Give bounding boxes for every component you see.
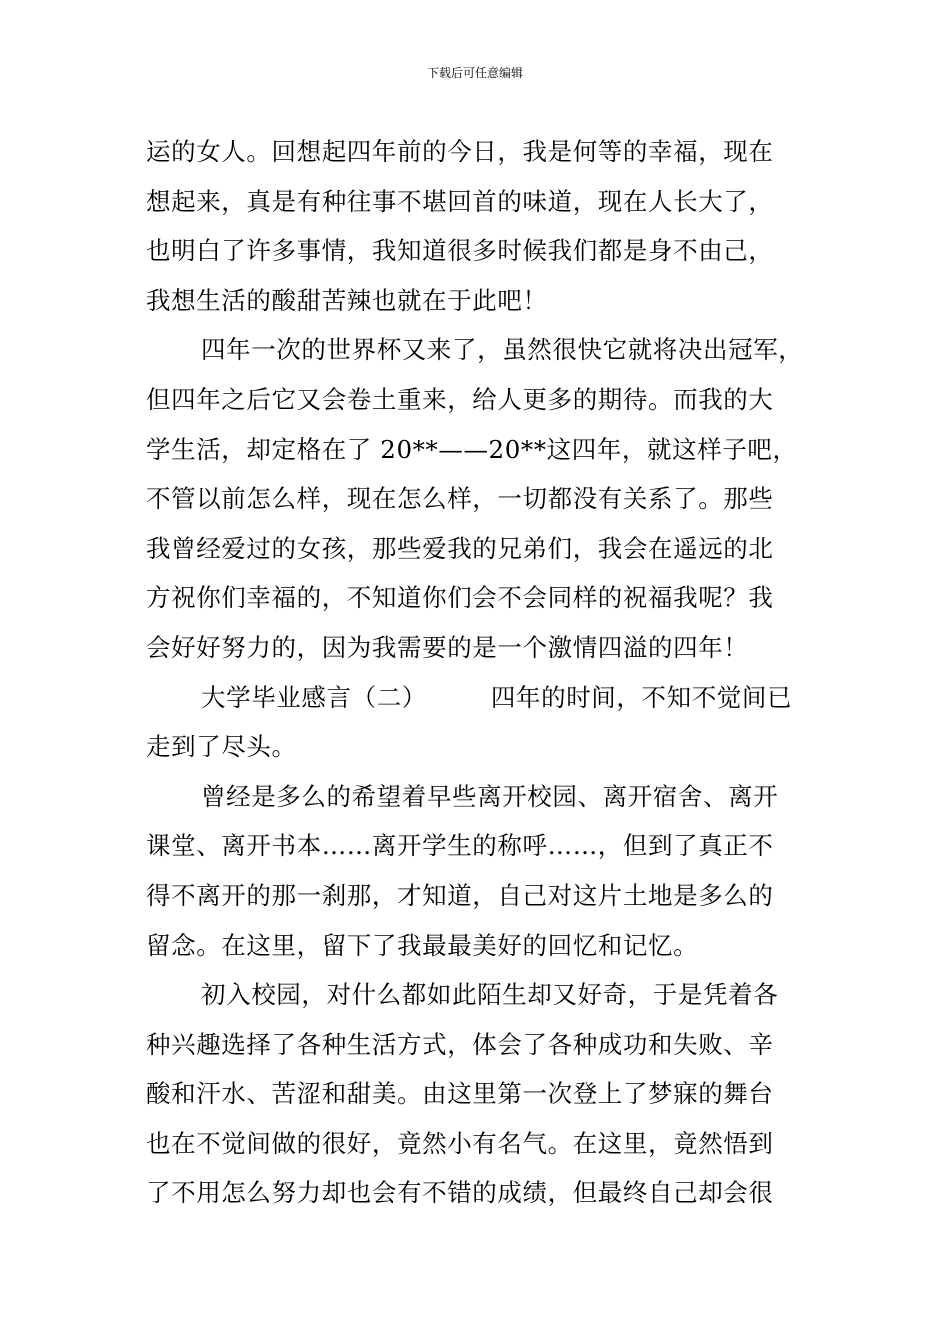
text-line: 运的女人。回想起四年前的今日，我是何等的幸福，现在 [146, 137, 774, 166]
text-line: 四年一次的世界杯又来了，虽然很快它就将决出冠军， [201, 335, 804, 365]
text-line: 酸和汗水、苦涩和甜美。由这里第一次登上了梦寐的舞台 [146, 1079, 774, 1109]
text-line: 也在不觉间做的很好，竟然小有名气。在这里，竟然悟到 [146, 1128, 774, 1158]
section-heading-line [146, 673, 811, 723]
text-line: 得不离开的那一刹那，才知道，自己对这片土地是多么的 [146, 880, 774, 910]
text-line: 种兴趣选择了各种生活方式，体会了各种成功和失败、辛 [146, 1029, 774, 1059]
text-line: 也明白了许多事情，我知道很多时候我们都是身不由己， [146, 236, 774, 266]
text-line: 留念。在这里，留下了我最最美好的回忆和记忆。 [146, 930, 699, 960]
text-line: 初入校园，对什么都如此陌生却又好奇，于是凭着各 [201, 980, 779, 1010]
page-header-note: 下载后可任意编辑 [426, 66, 523, 80]
text-line: 会好好努力的，因为我需要的是一个激情四溢的四年！ [146, 632, 749, 662]
text-line: 但四年之后它又会卷土重来，给人更多的期待。而我的大 [146, 384, 774, 414]
document-body [146, 127, 811, 1218]
text-line: 我曾经爱过的女孩，那些爱我的兄弟们，我会在遥远的北 [146, 533, 774, 563]
text-line: 我想生活的酸甜苦辣也就在于此吧！ [146, 285, 548, 315]
text-line: 方祝你们幸福的，不知道你们会不会同样的祝福我呢？我 [146, 583, 774, 613]
text-line: 走到了尽头。 [146, 732, 297, 762]
text-fragment: 四年的时间，不知不觉间已 [490, 682, 793, 712]
text-line: 了不用怎么努力却也会有不错的成绩，但最终自己却会很 [146, 1178, 774, 1208]
text-line: 学生活，却定格在了 20**——20**这四年，就这样子吧， [146, 434, 798, 464]
text-line: 曾经是多么的希望着早些离开校园、离开宿舍、离开 [201, 781, 779, 811]
text-line: 课堂、离开书本……离开学生的称呼……，但到了真正不 [146, 831, 774, 861]
text-line: 想起来，真是有种往事不堪回首的味道，现在人长大了， [146, 186, 774, 216]
section-heading: 大学毕业感言（二） [201, 682, 427, 712]
text-line: 不管以前怎么样，现在怎么样，一切都没有关系了。那些 [146, 484, 774, 514]
